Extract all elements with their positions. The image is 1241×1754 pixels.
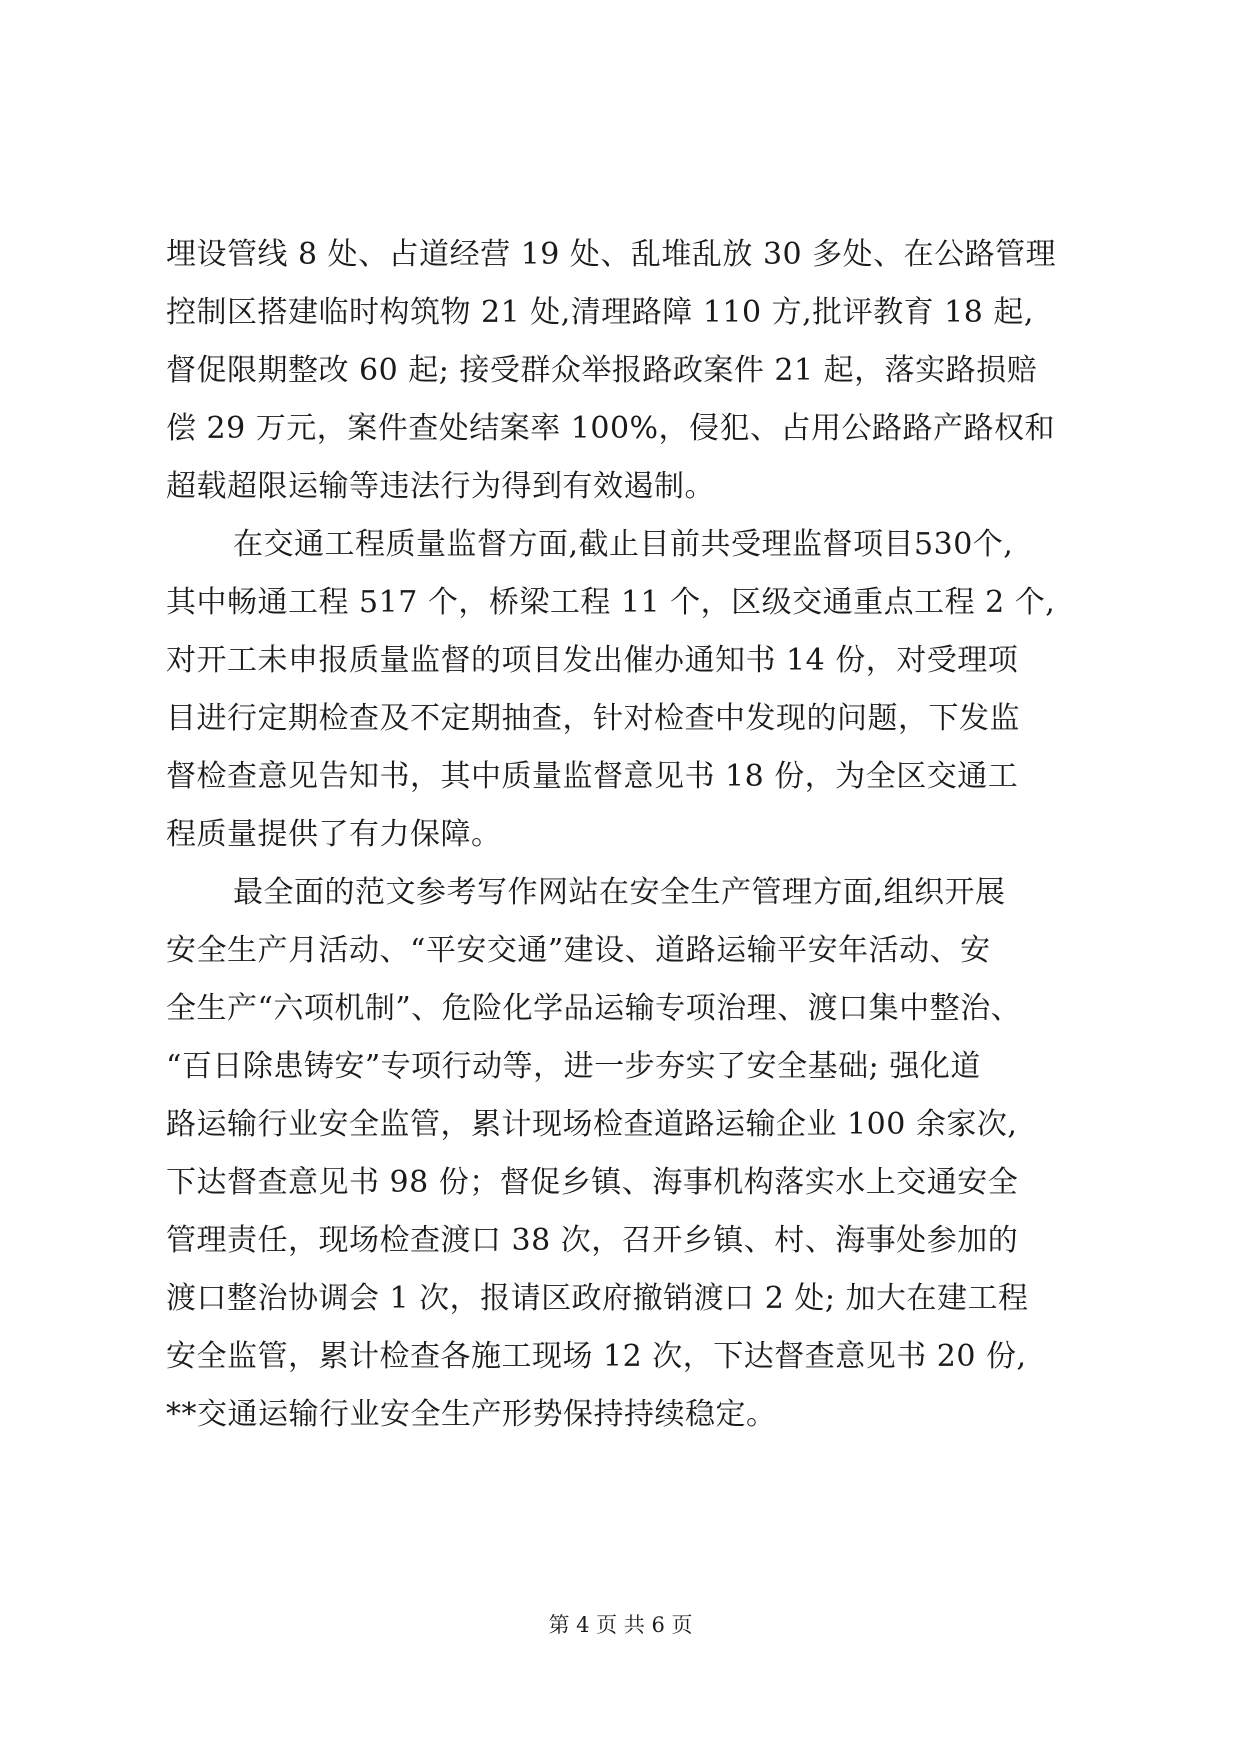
text-line: 安全生产月活动、“平安交通”建设、道路运输平安年活动、安 [166,933,991,968]
text-line: 最全面的范文参考写作网站在安全生产管理方面,组织开展 [233,875,1006,910]
text-line: 对开工未申报质量监督的项目发出催办通知书 14 份，对受理项 [166,643,1019,678]
paragraph-quality-supervision [166,516,1096,864]
text-line: “百日除患铸安”专项行动等，进一步夯实了安全基础; 强化道 [166,1049,981,1084]
paragraph-road-administration [166,226,1096,516]
text-line: 安全监管，累计检查各施工现场 12 次，下达督查意见书 20 份, [166,1339,1027,1374]
paragraph-safety-management [166,864,1096,1444]
text-line: 路运输行业安全监管，累计现场检查道路运输企业 100 余家次, [166,1107,1018,1142]
page-footer: 第 4 页 共 6 页 [548,1613,693,1637]
text-line: 超载超限运输等违法行为得到有效遏制。 [166,469,715,504]
text-line: 目进行定期检查及不定期抽查，针对检查中发现的问题，下发监 [166,701,1020,736]
text-line: 控制区搭建临时构筑物 21 处,清理路障 110 方,批评教育 18 起, [166,295,1034,330]
text-line: 全生产“六项机制”、危险化学品运输专项治理、渡口集中整治、 [166,991,1022,1026]
body-text [166,226,1096,1444]
text-line: 管理责任，现场检查渡口 38 次，召开乡镇、村、海事处参加的 [166,1223,1019,1258]
text-line: **交通运输行业安全生产形势保持持续稳定。 [166,1397,777,1432]
text-line: 渡口整治协调会 1 次，报请区政府撤销渡口 2 处; 加大在建工程 [166,1281,1029,1316]
text-line: 督促限期整改 60 起; 接受群众举报路政案件 21 起，落实路损赔 [166,353,1038,388]
text-line: 埋设管线 8 处、占道经营 19 处、乱堆乱放 30 多处、在公路管理 [166,237,1057,272]
text-line: 督检查意见告知书，其中质量监督意见书 18 份，为全区交通工 [166,759,1019,794]
text-line: 其中畅通工程 517 个，桥梁工程 11 个，区级交通重点工程 2 个, [166,585,1056,620]
text-line: 偿 29 万元，案件查处结案率 100%，侵犯、占用公路路产路权和 [166,411,1056,446]
text-line: 下达督查意见书 98 份；督促乡镇、海事机构落实水上交通安全 [166,1165,1019,1200]
text-line: 在交通工程质量监督方面,截止目前共受理监督项目530个, [233,527,1014,562]
text-line: 程质量提供了有力保障。 [166,817,502,852]
